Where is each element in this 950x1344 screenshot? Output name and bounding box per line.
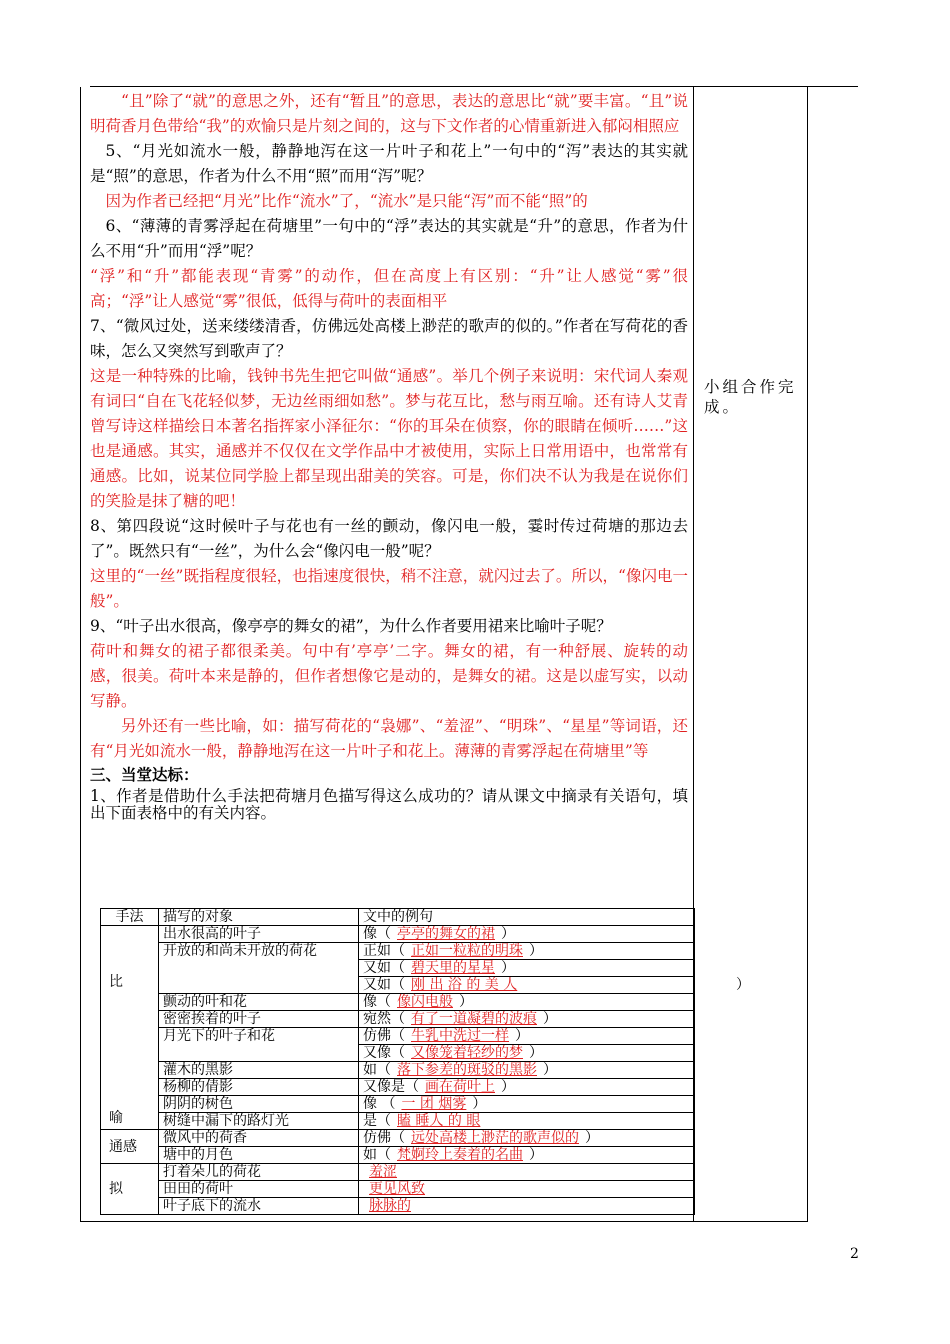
example-answer: 碧天里的星星	[411, 960, 495, 976]
example-suffix: ）	[585, 1130, 599, 1146]
method-cell	[101, 1130, 159, 1164]
section-title: 三、当堂达标：	[90, 765, 199, 784]
side-note: 小组合作完成。	[704, 378, 797, 416]
example-suffix: ）	[501, 1079, 515, 1095]
object-cell: 灌木的黑影	[159, 1062, 359, 1079]
table-row	[101, 1130, 695, 1147]
rhetoric-table	[100, 908, 695, 1215]
header-cell: 描写的对象	[159, 909, 359, 926]
example-answer: 落下参差的斑驳的黑影	[397, 1062, 537, 1078]
example-cell	[359, 1130, 695, 1147]
object-cell: 颤动的叶和花	[159, 994, 359, 1011]
example-answer: 牛乳中洗过一样	[411, 1028, 509, 1044]
example-suffix: ）	[529, 1147, 543, 1163]
example-cell	[359, 1113, 695, 1130]
example-prefix: 如（	[363, 1062, 391, 1078]
example-answer: 更见风致	[369, 1181, 425, 1197]
example-prefix: 仿佛（	[363, 1028, 405, 1044]
question-5: 5、“月光如流水一般，静静地泻在这一片叶子和花上”一句中的“泻”表达的其实就是“照”的意思，作者为什么不用“照”而用“泻”呢？	[90, 142, 688, 185]
object-cell: 月光下的叶子和花	[159, 1028, 359, 1062]
example-cell	[359, 1011, 695, 1028]
example-answer: 羞涩	[369, 1164, 397, 1180]
example-answer: 画在荷叶上	[425, 1079, 495, 1095]
example-cell	[359, 1198, 695, 1215]
table-row	[101, 926, 695, 943]
example-answer: 远处高楼上渺茫的歌声似的	[411, 1130, 579, 1146]
answer-8: 这里的“一丝”既指程度很轻，也指速度很快，稍不注意，就闪过去了。所以，“像闪电一般”。	[90, 567, 688, 610]
table-row	[101, 943, 695, 960]
main-content	[90, 89, 688, 822]
object-cell: 叶子底下的流水	[159, 1198, 359, 1215]
answer-5: 因为作者已经把“月光”比作“流水”了，“流水”是只能“泻”而不能“照”的	[105, 192, 588, 210]
example-prefix: 像 （	[363, 1096, 396, 1112]
example-cell	[359, 1096, 695, 1113]
table-row	[101, 1164, 695, 1181]
example-suffix: ）	[501, 926, 515, 942]
method-cell-metaphor	[101, 926, 159, 1130]
example-suffix: ）	[529, 1045, 543, 1061]
example-answer: 梵婀玲上奏着的名曲	[397, 1147, 523, 1163]
example-answer: 正如一粒粒的明珠	[411, 943, 523, 959]
example-answer: 亭亭的舞女的裙	[397, 926, 495, 942]
example-answer: 脉脉的	[369, 1198, 411, 1214]
example-prefix: 又如（	[363, 960, 405, 976]
example-prefix: 又像（	[363, 1045, 405, 1061]
object-cell: 杨柳的倩影	[159, 1079, 359, 1096]
answer-paragraph: “且”除了“就”的意思之外，还有“暂且”的意思，表达的意思比“就”要丰富。“且”说明荷香月色带给“我”的欢愉只是片刻之间的，这与下文作者的心情重新进入郁闷相照应	[90, 92, 688, 135]
method-cell	[101, 1164, 159, 1215]
example-cell	[359, 926, 695, 943]
table-row	[101, 994, 695, 1011]
table-row	[101, 1062, 695, 1079]
example-suffix: ）	[515, 1028, 529, 1044]
example-cell	[359, 1181, 695, 1198]
method-label: 比	[109, 974, 123, 990]
header-cell: 文中的例句	[359, 909, 695, 926]
example-prefix: 仿佛（	[363, 1130, 405, 1146]
table-row	[101, 1079, 695, 1096]
table-row	[101, 1113, 695, 1130]
method-label: 喻	[109, 1110, 123, 1126]
example-answer: 瞌 睡人 的 眼	[397, 1113, 481, 1129]
object-cell: 树缝中漏下的路灯光	[159, 1113, 359, 1130]
example-suffix: ）	[472, 1096, 487, 1112]
example-cell	[359, 1164, 695, 1181]
example-cell	[359, 960, 695, 977]
example-suffix: ）	[543, 1062, 557, 1078]
example-suffix: ）	[529, 943, 543, 959]
table-header-row	[101, 909, 695, 926]
question-7: 7、“微风过处，送来缕缕清香，仿佛远处高楼上渺茫的歌声的似的。”作者在写荷花的香味，怎么又突然写到歌声了？	[90, 317, 688, 360]
object-cell: 微风中的荷香	[159, 1130, 359, 1147]
example-cell	[359, 1028, 695, 1045]
example-answer: 又像笼着轻纱的梦	[411, 1045, 523, 1061]
example-prefix: 又像是（	[363, 1079, 419, 1095]
example-cell	[359, 943, 695, 960]
example-suffix: ）	[459, 994, 473, 1010]
example-cell	[359, 994, 695, 1011]
table-row	[101, 1011, 695, 1028]
table-row	[101, 1028, 695, 1045]
table-row	[101, 1147, 695, 1164]
exercise-question: 1、作者是借助什么手法把荷塘月色描写得这么成功的？请从课文中摘录有关语句，填出下面表格中的有关内容。	[90, 787, 688, 822]
answer-9-extra: 另外还有一些比喻，如：描写荷花的“袅娜”、“羞涩”、“明珠”、“星星”等词语，还有“月光如流水一般，静静地泻在这一片叶子和花上。薄薄的青雾浮起在荷塘里”等	[90, 717, 688, 760]
example-cell	[359, 1045, 695, 1062]
example-prefix: 像（	[363, 926, 391, 942]
example-cell	[359, 977, 695, 994]
header-cell: 手法	[101, 909, 159, 926]
method-label: 拟	[109, 1181, 123, 1197]
question-6: 6、“薄薄的青雾浮起在荷塘里”一句中的“浮”表达的其实就是“升”的意思，作者为什么不用“升”而用“浮”呢？	[90, 217, 688, 260]
object-cell: 塘中的月色	[159, 1147, 359, 1164]
example-suffix: ）	[543, 1011, 557, 1027]
object-cell: 密密挨着的叶子	[159, 1011, 359, 1028]
example-answer: 有了一道凝碧的波痕	[411, 1011, 537, 1027]
example-suffix: ）	[501, 960, 515, 976]
question-8: 8、第四段说“这时候叶子与花也有一丝的颤动，像闪电一般，霎时传过荷塘的那边去了”。既然只有“一丝”，为什么会“像闪电一般”呢？	[90, 517, 688, 560]
example-answer: 刚 出 浴 的 美 人	[411, 977, 518, 993]
example-cell	[359, 1062, 695, 1079]
question-9: 9、“叶子出水很高，像亭亭的舞女的裙”，为什么作者要用裙来比喻叶子呢？	[90, 617, 612, 635]
object-cell: 开放的和尚未开放的荷花	[159, 943, 359, 994]
side-paren: ）	[736, 977, 750, 993]
example-prefix: 宛然（	[363, 1011, 405, 1027]
example-prefix: 正如（	[363, 943, 405, 959]
example-answer: 一 团 烟雾	[401, 1096, 467, 1112]
object-cell: 阴阴的树色	[159, 1096, 359, 1113]
object-cell: 打着朵儿的荷花	[159, 1164, 359, 1181]
table-row	[101, 1181, 695, 1198]
example-answer: 像闪电般	[397, 994, 453, 1010]
table-row	[101, 1096, 695, 1113]
example-prefix: 又如（	[363, 977, 405, 993]
example-cell	[359, 1079, 695, 1096]
object-cell: 出水很高的叶子	[159, 926, 359, 943]
answer-6: “浮”和“升”都能表现“青雾”的动作，但在高度上有区别：“升”让人感觉“雾”很高；“浮”让人感觉“雾”很低，低得与荷叶的表面相平	[90, 267, 688, 310]
example-prefix: 如（	[363, 1147, 391, 1163]
method-label: 通感	[109, 1138, 137, 1155]
table-row	[101, 1198, 695, 1215]
page-number: 2	[850, 1246, 859, 1262]
answer-7: 这是一种特殊的比喻，钱钟书先生把它叫做“通感”。举几个例子来说明：宋代词人秦观有词曰“自在飞花轻似梦，无边丝雨细如愁”。梦与花互比，愁与雨互喻。还有诗人艾青曾写诗这样描绘日本著名指挥家小泽征尔：“你的耳朵在侦察，你的眼睛在倾听……”这也是通感。其实，通感并不仅仅在文学作品中才被使用，实际上日常用语中，也常常有通感。比如，说某位同学脸上都呈现出甜美的笑容。可是，你们决不认为我是在说你们的笑脸是抹了糖的吧！	[90, 367, 688, 510]
example-cell	[359, 1147, 695, 1164]
object-cell: 田田的荷叶	[159, 1181, 359, 1198]
example-prefix: 像（	[363, 994, 391, 1010]
answer-9: 荷叶和舞女的裙子都很柔美。句中有’亭亭’二字。舞女的裙，有一种舒展、旋转的动感，很美。荷叶本来是静的，但作者想像它是动的，是舞女的裙。这是以虚写实，以动写静。	[90, 642, 688, 710]
example-prefix: 是（	[363, 1113, 391, 1129]
